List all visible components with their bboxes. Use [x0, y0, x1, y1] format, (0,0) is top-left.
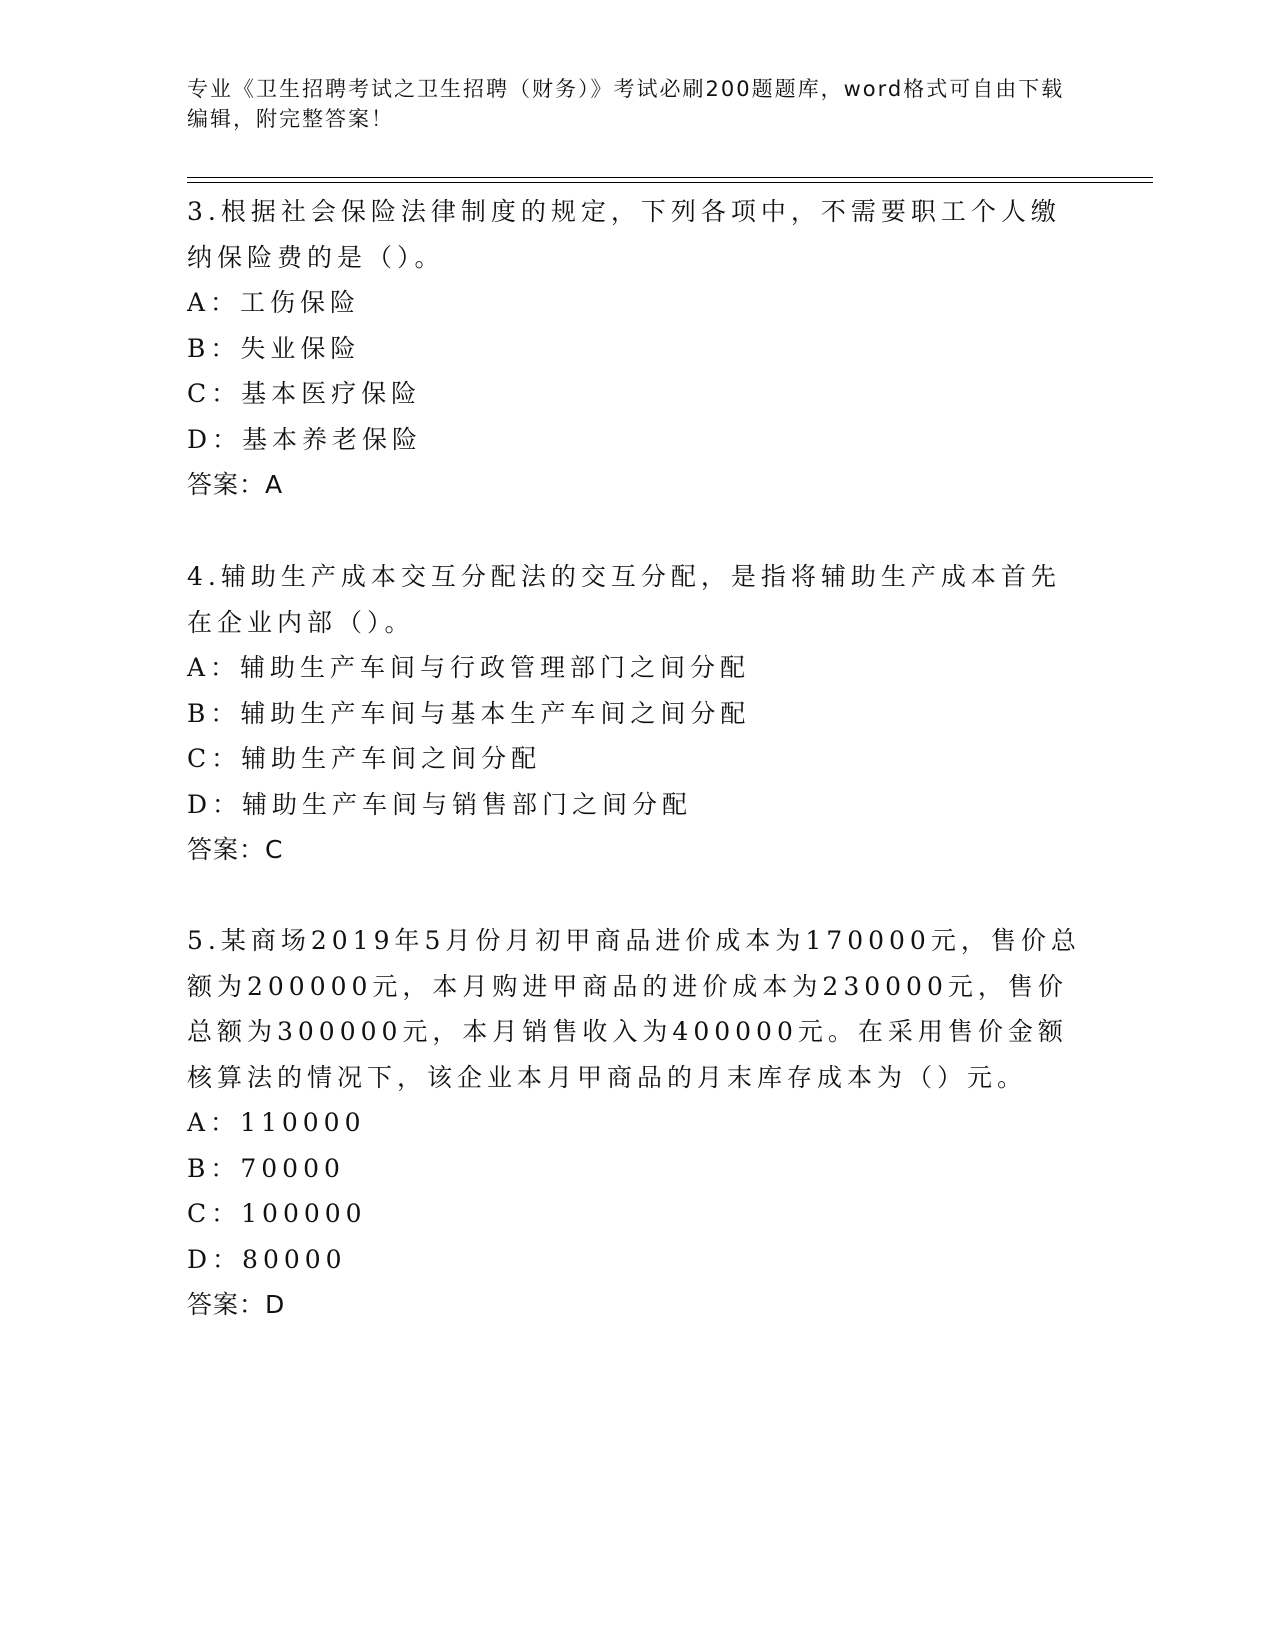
- option-a: A：工伤保险: [187, 288, 361, 317]
- option-b: B：辅助生产车间与基本生产车间之间分配: [187, 698, 751, 728]
- option-b: B：70000: [187, 1153, 345, 1183]
- question-5: [187, 918, 1087, 1328]
- document-header: 专业《卫生招聘考试之卫生招聘（财务）》考试必刷200题题库，word格式可自由下载编辑，附完整答案！: [187, 77, 1065, 131]
- question-stem: 3.根据社会保险法律制度的规定，下列各项中，不需要职工个人缴纳保险费的是（）。: [187, 197, 1061, 272]
- option-c: C：100000: [187, 1199, 367, 1228]
- option-d: D：80000: [187, 1244, 347, 1274]
- header-divider-secondary: [187, 182, 1153, 183]
- question-4: [187, 554, 1087, 873]
- question-3: [187, 189, 1087, 508]
- answer: 答案：D: [187, 1290, 286, 1319]
- option-d: D：辅助生产车间与销售部门之间分配: [187, 789, 693, 819]
- option-c: C：辅助生产车间之间分配: [187, 744, 542, 773]
- question-stem: 5.某商场2019年5月份月初甲商品进价成本为170000元，售价总额为200000元，本月购进甲商品的进价成本为230000元，售价总额为300000元，本月销售收入为400000元。在采用售价金额核算法的情况下，该企业本月甲商品的月末库存成本为（）元。: [187, 926, 1081, 1092]
- header-divider: [187, 177, 1153, 178]
- question-stem: 4.辅助生产成本交互分配法的交互分配，是指将辅助生产成本首先在企业内部（）。: [187, 562, 1061, 637]
- answer: 答案：A: [187, 470, 284, 499]
- answer: 答案：C: [187, 835, 284, 864]
- option-d: D：基本养老保险: [187, 424, 423, 454]
- option-a: A：辅助生产车间与行政管理部门之间分配: [187, 653, 751, 682]
- option-a: A：110000: [187, 1108, 366, 1137]
- option-c: C：基本医疗保险: [187, 379, 422, 408]
- option-b: B：失业保险: [187, 333, 361, 363]
